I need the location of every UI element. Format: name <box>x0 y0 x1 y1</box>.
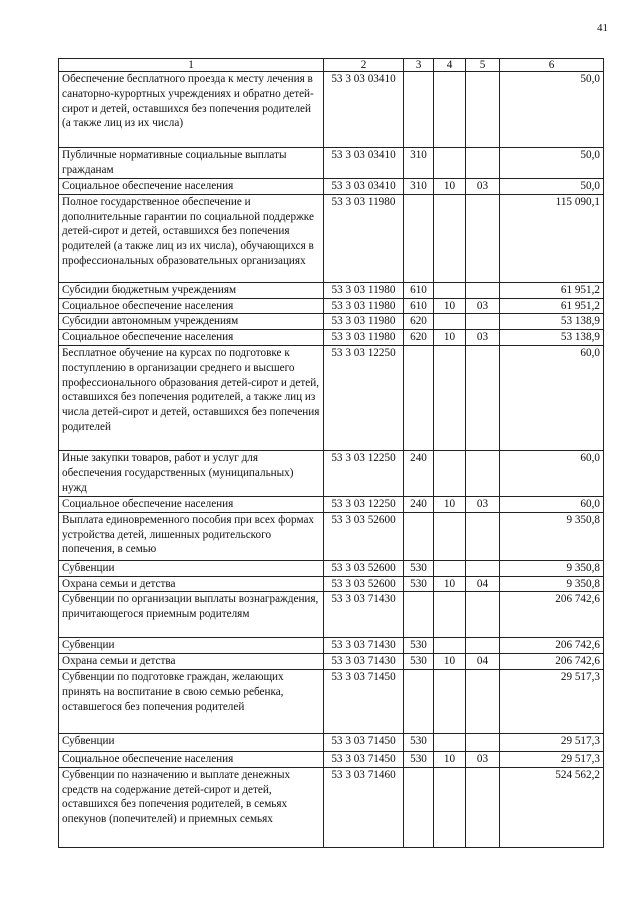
row-pr-cell <box>466 767 500 847</box>
table-row <box>59 654 604 670</box>
row-code-cell: 53 3 03 12250 <box>324 450 404 496</box>
row-pr-cell <box>466 194 500 282</box>
table-row <box>59 330 604 346</box>
row-amount-cell: 206 742,6 <box>500 592 604 638</box>
table-row <box>59 345 604 450</box>
row-amount-cell: 60,0 <box>500 345 604 450</box>
row-name-cell: Обеспечение бесплатного проезда к месту лечения в санаторно-курортных учреждениях и обратно детей-сирот и детей, оставшихся без попечения родителей (а также лиц из их числа) <box>59 72 324 148</box>
row-rz-cell: 10 <box>434 654 466 670</box>
row-code-cell: 53 3 03 12250 <box>324 345 404 450</box>
row-rz-cell <box>434 72 466 148</box>
row-name-cell: Социальное обеспечение населения <box>59 496 324 512</box>
row-name-cell: Охрана семьи и детства <box>59 654 324 670</box>
row-name-cell: Субсидии автономным учреждениям <box>59 314 324 330</box>
row-code-cell: 53 3 03 11980 <box>324 314 404 330</box>
row-name-cell: Социальное обеспечение населения <box>59 751 324 767</box>
table-row <box>59 560 604 576</box>
row-amount-cell: 524 562,2 <box>500 767 604 847</box>
row-amount-cell: 29 517,3 <box>500 751 604 767</box>
row-amount-cell: 29 517,3 <box>500 733 604 751</box>
row-amount-cell: 61 951,2 <box>500 298 604 314</box>
row-code-cell: 53 3 03 71450 <box>324 669 404 733</box>
row-pr-cell: 03 <box>466 496 500 512</box>
row-rz-cell <box>434 767 466 847</box>
row-name-cell: Бесплатное обучение на курсах по подготовке к поступлению в организации среднего и высшего профессионального образования детей-сирот и детей, оставшихся без попечения родителей, а также лиц из числа детей-сирот и детей, оставшихся без попечения родителей <box>59 345 324 450</box>
row-vr-cell: 530 <box>404 654 434 670</box>
row-code-cell: 53 3 03 71430 <box>324 638 404 654</box>
row-amount-cell: 50,0 <box>500 179 604 195</box>
row-rz-cell <box>434 194 466 282</box>
row-code-cell: 53 3 03 71450 <box>324 733 404 751</box>
row-vr-cell <box>404 72 434 148</box>
row-rz-cell <box>434 148 466 179</box>
header-cell: 5 <box>466 59 500 72</box>
row-name-cell: Субвенции по подготовке граждан, желающих принять на воспитание в свою семью ребенка, оставшегося без попечения родителей <box>59 669 324 733</box>
table-row <box>59 194 604 282</box>
row-vr-cell: 530 <box>404 751 434 767</box>
row-vr-cell <box>404 512 434 560</box>
row-pr-cell <box>466 638 500 654</box>
row-rz-cell <box>434 733 466 751</box>
row-rz-cell: 10 <box>434 330 466 346</box>
row-vr-cell <box>404 767 434 847</box>
row-rz-cell <box>434 314 466 330</box>
table-row <box>59 751 604 767</box>
row-rz-cell <box>434 592 466 638</box>
row-vr-cell <box>404 669 434 733</box>
table-row <box>59 298 604 314</box>
row-amount-cell: 115 090,1 <box>500 194 604 282</box>
row-pr-cell <box>466 592 500 638</box>
row-pr-cell <box>466 345 500 450</box>
table-row <box>59 72 604 148</box>
row-vr-cell <box>404 194 434 282</box>
row-name-cell: Полное государственное обеспечение и дополнительные гарантии по социальной поддержке детей-сирот и детей, оставшихся без попечения родителей (а также лиц из их числа), обучающихся в профессиональных образовательных организациях <box>59 194 324 282</box>
row-pr-cell <box>466 314 500 330</box>
row-vr-cell: 310 <box>404 179 434 195</box>
row-rz-cell: 10 <box>434 298 466 314</box>
row-vr-cell: 240 <box>404 496 434 512</box>
row-amount-cell: 53 138,9 <box>500 330 604 346</box>
row-amount-cell: 53 138,9 <box>500 314 604 330</box>
table-row <box>59 638 604 654</box>
table-row <box>59 496 604 512</box>
row-vr-cell: 530 <box>404 638 434 654</box>
row-amount-cell: 60,0 <box>500 496 604 512</box>
row-code-cell: 53 3 03 03410 <box>324 148 404 179</box>
row-vr-cell: 610 <box>404 282 434 298</box>
row-code-cell: 53 3 03 03410 <box>324 72 404 148</box>
row-amount-cell: 50,0 <box>500 72 604 148</box>
row-name-cell: Субвенции по назначению и выплате денежных средств на содержание детей-сирот и детей, оставшихся без попечения родителей, в семьях опекунов (попечителей) и приемных семьях <box>59 767 324 847</box>
row-code-cell: 53 3 03 03410 <box>324 179 404 195</box>
header-cell: 4 <box>434 59 466 72</box>
row-code-cell: 53 3 03 71430 <box>324 592 404 638</box>
row-rz-cell <box>434 282 466 298</box>
row-code-cell: 53 3 03 71430 <box>324 654 404 670</box>
row-rz-cell <box>434 638 466 654</box>
row-pr-cell <box>466 669 500 733</box>
table-row <box>59 282 604 298</box>
row-rz-cell: 10 <box>434 179 466 195</box>
row-name-cell: Социальное обеспечение населения <box>59 330 324 346</box>
row-pr-cell <box>466 450 500 496</box>
table-row <box>59 592 604 638</box>
row-code-cell: 53 3 03 11980 <box>324 282 404 298</box>
row-vr-cell: 530 <box>404 733 434 751</box>
row-amount-cell: 50,0 <box>500 148 604 179</box>
row-name-cell: Охрана семьи и детства <box>59 576 324 592</box>
table-header-row <box>59 59 604 72</box>
row-pr-cell <box>466 512 500 560</box>
row-rz-cell <box>434 512 466 560</box>
row-name-cell: Субвенции <box>59 560 324 576</box>
row-pr-cell: 03 <box>466 330 500 346</box>
row-name-cell: Публичные нормативные социальные выплаты гражданам <box>59 148 324 179</box>
row-pr-cell: 04 <box>466 654 500 670</box>
row-code-cell: 53 3 03 11980 <box>324 194 404 282</box>
row-name-cell: Социальное обеспечение населения <box>59 179 324 195</box>
row-amount-cell: 9 350,8 <box>500 560 604 576</box>
header-cell: 1 <box>59 59 324 72</box>
row-vr-cell: 240 <box>404 450 434 496</box>
row-rz-cell <box>434 345 466 450</box>
row-amount-cell: 61 951,2 <box>500 282 604 298</box>
row-pr-cell: 03 <box>466 298 500 314</box>
row-rz-cell <box>434 560 466 576</box>
row-rz-cell: 10 <box>434 576 466 592</box>
row-code-cell: 53 3 03 52600 <box>324 512 404 560</box>
row-vr-cell: 610 <box>404 298 434 314</box>
header-cell: 3 <box>404 59 434 72</box>
table-row <box>59 148 604 179</box>
table-row <box>59 450 604 496</box>
row-rz-cell: 10 <box>434 751 466 767</box>
row-rz-cell: 10 <box>434 496 466 512</box>
table-row <box>59 576 604 592</box>
row-vr-cell: 530 <box>404 576 434 592</box>
table-row <box>59 767 604 847</box>
row-pr-cell <box>466 72 500 148</box>
page-number: 41 <box>597 22 608 34</box>
row-code-cell: 53 3 03 52600 <box>324 576 404 592</box>
budget-table <box>58 58 604 848</box>
table-row <box>59 669 604 733</box>
row-rz-cell <box>434 450 466 496</box>
header-cell: 6 <box>500 59 604 72</box>
row-code-cell: 53 3 03 71460 <box>324 767 404 847</box>
row-pr-cell <box>466 148 500 179</box>
row-pr-cell <box>466 282 500 298</box>
row-vr-cell: 530 <box>404 560 434 576</box>
row-code-cell: 53 3 03 52600 <box>324 560 404 576</box>
row-vr-cell: 620 <box>404 330 434 346</box>
table-row <box>59 512 604 560</box>
row-name-cell: Субвенции <box>59 638 324 654</box>
header-cell: 2 <box>324 59 404 72</box>
row-code-cell: 53 3 03 12250 <box>324 496 404 512</box>
row-vr-cell: 620 <box>404 314 434 330</box>
row-name-cell: Выплата единовременного пособия при всех формах устройства детей, лишенных родительского попечения, в семью <box>59 512 324 560</box>
row-amount-cell: 29 517,3 <box>500 669 604 733</box>
row-name-cell: Иные закупки товаров, работ и услуг для обеспечения государственных (муниципальных) нужд <box>59 450 324 496</box>
row-name-cell: Субвенции по организации выплаты вознаграждения, причитающегося приемным родителям <box>59 592 324 638</box>
row-code-cell: 53 3 03 11980 <box>324 330 404 346</box>
row-rz-cell <box>434 669 466 733</box>
row-pr-cell: 03 <box>466 751 500 767</box>
row-code-cell: 53 3 03 71450 <box>324 751 404 767</box>
row-code-cell: 53 3 03 11980 <box>324 298 404 314</box>
row-amount-cell: 60,0 <box>500 450 604 496</box>
table-row <box>59 733 604 751</box>
row-name-cell: Субвенции <box>59 733 324 751</box>
row-name-cell: Субсидии бюджетным учреждениям <box>59 282 324 298</box>
row-amount-cell: 9 350,8 <box>500 512 604 560</box>
table-row <box>59 314 604 330</box>
row-vr-cell <box>404 592 434 638</box>
row-amount-cell: 9 350,8 <box>500 576 604 592</box>
row-pr-cell: 03 <box>466 179 500 195</box>
row-pr-cell <box>466 560 500 576</box>
row-amount-cell: 206 742,6 <box>500 638 604 654</box>
row-pr-cell: 04 <box>466 576 500 592</box>
table-row <box>59 179 604 195</box>
row-name-cell: Социальное обеспечение населения <box>59 298 324 314</box>
row-amount-cell: 206 742,6 <box>500 654 604 670</box>
row-vr-cell <box>404 345 434 450</box>
row-pr-cell <box>466 733 500 751</box>
row-vr-cell: 310 <box>404 148 434 179</box>
